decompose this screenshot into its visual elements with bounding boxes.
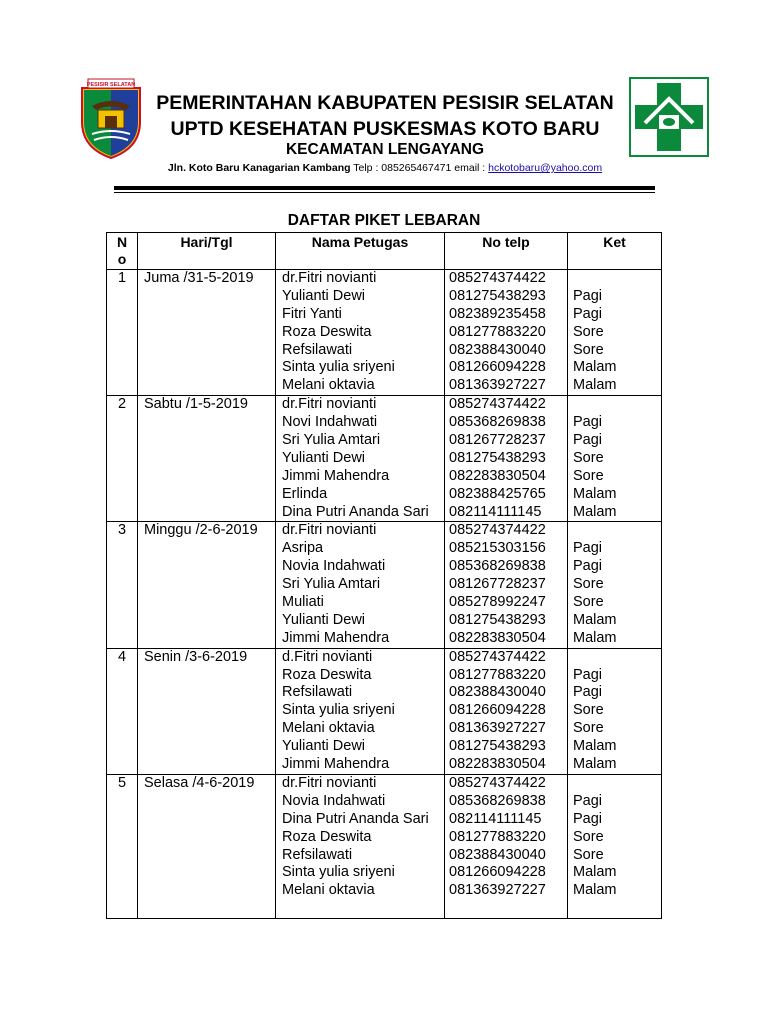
cell-no: 2 <box>107 396 138 522</box>
cell-nama <box>276 522 445 648</box>
cell-no: 5 <box>107 774 138 918</box>
nama-entry: Erlinda <box>282 485 328 502</box>
header-line-2: UPTD KESEHATAN PUSKESMAS KOTO BARU <box>170 118 600 140</box>
cell-hari-tgl: Juma /31-5-2019 <box>138 270 276 396</box>
nama-entry: Muliati <box>282 594 324 611</box>
header-line-1: PEMERINTAHAN KABUPATEN PESISIR SELATAN <box>156 92 614 114</box>
nama-entry: dr.Fitri novianti <box>282 396 377 413</box>
nama-entry: Refsilawati <box>282 684 353 701</box>
telp-entry: 082114111145 <box>449 810 542 827</box>
nama-entry: Roza Deswita <box>282 828 372 845</box>
ket-entry <box>568 396 661 414</box>
telp-entry: 081363927227 <box>449 882 546 899</box>
telp-entry: 081275438293 <box>449 738 546 755</box>
ket-entry <box>568 270 661 288</box>
nama-entry: Melani oktavia <box>282 720 375 737</box>
telp-entry: 081266094228 <box>449 359 546 376</box>
nama-entry: Jimmi Mahendra <box>282 629 390 646</box>
header-line-3: KECAMATAN LENGAYANG <box>285 141 485 158</box>
cell-ket <box>568 522 662 648</box>
telp-entry: 082388430040 <box>449 341 546 358</box>
cell-no: 1 <box>107 270 138 396</box>
ket-entry: Sore <box>573 828 604 845</box>
puskesmas-logo <box>629 77 709 157</box>
duty-roster-table <box>106 232 662 919</box>
header-nama: Nama Petugas <box>276 233 445 270</box>
ket-entry <box>568 649 661 667</box>
ket-entry: Pagi <box>573 792 603 809</box>
header-no-text: N o <box>116 234 128 267</box>
telp-entry: 085274374422 <box>449 774 546 791</box>
header-divider-thick <box>114 186 655 190</box>
telp-entry: 085368269838 <box>449 414 546 431</box>
cell-ket <box>568 774 662 918</box>
ket-entry: Pagi <box>573 558 603 575</box>
cell-hari-tgl: Minggu /2-6-2019 <box>138 522 276 648</box>
telp-entry: 085274374422 <box>449 270 546 286</box>
ket-entry: Malam <box>573 485 617 502</box>
ket-entry: Sore <box>573 449 604 466</box>
nama-entry: Jimmi Mahendra <box>282 467 390 484</box>
ket-entry: Malam <box>573 864 617 881</box>
telp-entry: 085274374422 <box>449 522 546 539</box>
ket-entry: Pagi <box>573 432 603 449</box>
nama-entry: d.Fitri novianti <box>282 648 373 665</box>
cell-telp <box>445 270 568 396</box>
nama-entry: dr.Fitri novianti <box>282 774 377 791</box>
cell-hari-tgl: Senin /3-6-2019 <box>138 648 276 774</box>
ket-entry: Malam <box>573 377 617 394</box>
nama-entry: Jimmi Mahendra <box>282 756 390 773</box>
nama-entry: Roza Deswita <box>282 666 372 683</box>
cell-nama <box>276 396 445 522</box>
telp-entry: 085368269838 <box>449 558 546 575</box>
ket-entry: Sore <box>573 702 604 719</box>
telp-entry: 081266094228 <box>449 864 546 881</box>
ket-entry: Malam <box>573 756 617 773</box>
ket-entry: Pagi <box>573 810 603 827</box>
cell-telp <box>445 648 568 774</box>
cell-no: 4 <box>107 648 138 774</box>
nama-entry: Yulianti Dewi <box>282 449 366 466</box>
nama-entry: Sri Yulia Amtari <box>282 432 381 449</box>
address-line <box>140 162 630 174</box>
nama-entry: Dina Putri Ananda Sari <box>282 503 429 520</box>
telp-entry: 085215303156 <box>449 540 546 557</box>
nama-entry: Yulianti Dewi <box>282 611 366 628</box>
ket-entry: Sore <box>573 323 604 340</box>
telp-entry: 082388430040 <box>449 846 546 863</box>
nama-entry: Novi Indahwati <box>282 414 378 431</box>
telp-entry: 081267728237 <box>449 432 546 449</box>
ket-entry: Malam <box>573 611 617 628</box>
telp-entry: 085274374422 <box>449 396 546 413</box>
ket-entry: Sore <box>573 720 604 737</box>
ket-entry: Malam <box>573 882 617 899</box>
cell-telp <box>445 396 568 522</box>
nama-entry: dr.Fitri novianti <box>282 522 377 539</box>
telp-entry: 082388425765 <box>449 485 546 502</box>
ket-entry: Pagi <box>573 684 603 701</box>
telp-entry: 081363927227 <box>449 377 546 394</box>
ket-entry: Pagi <box>573 287 603 304</box>
email-link[interactable]: hckotobaru@yahoo.com <box>488 162 603 174</box>
address-contact: Telp : 085265467471 email : <box>350 162 489 174</box>
telp-entry: 081277883220 <box>449 323 546 340</box>
nama-entry: Fitri Yanti <box>282 305 342 322</box>
telp-entry: 081266094228 <box>449 702 546 719</box>
table-row <box>107 396 662 522</box>
ket-entry: Pagi <box>573 414 603 431</box>
ket-entry: Malam <box>573 738 617 755</box>
table-row <box>107 648 662 774</box>
header-ket: Ket <box>568 233 662 270</box>
telp-entry: 082388430040 <box>449 684 546 701</box>
nama-entry: dr.Fitri novianti <box>282 270 377 286</box>
nama-entry: Melani oktavia <box>282 377 375 394</box>
telp-entry: 085368269838 <box>449 792 546 809</box>
cell-hari-tgl: Selasa /4-6-2019 <box>138 774 276 918</box>
telp-entry: 081277883220 <box>449 828 546 845</box>
header-hari: Hari/Tgl <box>138 233 276 270</box>
ket-entry: Malam <box>573 503 617 520</box>
nama-entry: Melani oktavia <box>282 882 375 899</box>
cell-no: 3 <box>107 522 138 648</box>
telp-entry: 081275438293 <box>449 611 546 628</box>
nama-entry: Dina Putri Ananda Sari <box>282 810 429 827</box>
nama-entry: Roza Deswita <box>282 323 372 340</box>
ket-entry <box>568 775 661 793</box>
nama-entry: Asripa <box>282 540 324 557</box>
telp-entry: 081363927227 <box>449 720 546 737</box>
cell-hari-tgl: Sabtu /1-5-2019 <box>138 396 276 522</box>
telp-entry: 081275438293 <box>449 449 546 466</box>
telp-entry: 082283830504 <box>449 629 546 646</box>
telp-entry: 082283830504 <box>449 467 546 484</box>
cell-ket <box>568 270 662 396</box>
telp-entry: 085274374422 <box>449 648 546 665</box>
telp-entry: 082389235458 <box>449 305 546 322</box>
cell-ket <box>568 648 662 774</box>
cell-telp <box>445 522 568 648</box>
ket-entry: Malam <box>573 629 617 646</box>
header-telp: No telp <box>445 233 568 270</box>
telp-entry: 085278992247 <box>449 594 546 611</box>
nama-entry: Novia Indahwati <box>282 558 386 575</box>
ket-entry: Malam <box>573 359 617 376</box>
cell-ket <box>568 396 662 522</box>
table-row <box>107 774 662 918</box>
header-no <box>107 233 138 270</box>
nama-entry: Sri Yulia Amtari <box>282 576 381 593</box>
ket-entry: Sore <box>573 846 604 863</box>
ket-entry: Sore <box>573 576 604 593</box>
document-title: DAFTAR PIKET LEBARAN <box>287 212 481 229</box>
nama-entry: Refsilawati <box>282 846 353 863</box>
ket-entry: Pagi <box>573 540 603 557</box>
cell-nama <box>276 270 445 396</box>
cell-nama <box>276 774 445 918</box>
logo-banner-text: PESISIR SELATAN <box>86 82 136 88</box>
nama-entry: Yulianti Dewi <box>282 287 366 304</box>
nama-entry: Sinta yulia sriyeni <box>282 359 395 376</box>
table-row <box>107 522 662 648</box>
ket-entry: Sore <box>573 594 604 611</box>
telp-entry: 081277883220 <box>449 666 546 683</box>
cell-nama <box>276 648 445 774</box>
address-street: Jln. Koto Baru Kanagarian Kambang <box>167 162 351 174</box>
ket-entry: Pagi <box>573 666 603 683</box>
ket-entry: Pagi <box>573 305 603 322</box>
pesisir-selatan-logo <box>78 76 144 160</box>
table-row <box>107 270 662 396</box>
telp-entry: 082114111145 <box>449 503 542 520</box>
ket-entry: Sore <box>573 467 604 484</box>
nama-entry: Sinta yulia sriyeni <box>282 864 395 881</box>
nama-entry: Refsilawati <box>282 341 353 358</box>
header-divider-thin <box>114 192 655 193</box>
table-header-row <box>107 233 662 270</box>
telp-entry: 081267728237 <box>449 576 546 593</box>
telp-entry: 081275438293 <box>449 287 546 304</box>
nama-entry: Sinta yulia sriyeni <box>282 702 395 719</box>
ket-entry <box>568 522 661 540</box>
nama-entry: Novia Indahwati <box>282 792 386 809</box>
telp-entry: 082283830504 <box>449 756 546 773</box>
nama-entry: Yulianti Dewi <box>282 738 366 755</box>
ket-entry: Sore <box>573 341 604 358</box>
cell-telp <box>445 774 568 918</box>
